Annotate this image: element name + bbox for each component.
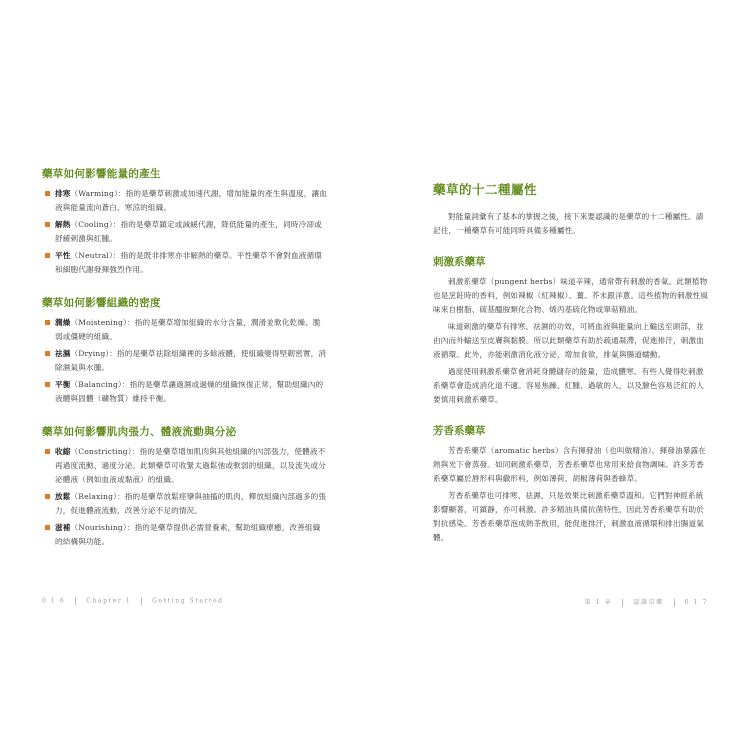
bullet-marker bbox=[45, 253, 50, 258]
list-item bbox=[42, 490, 327, 518]
section-heading: 刺激系藥草 bbox=[433, 256, 486, 268]
definition: （Constricting）：指的是藥草增加肌肉與其他組織的內部張力，使體液不再過度流動、過度分泌。此類藥草可收緊太過鬆弛或軟弱的組織，以及流失或分泌體液（例如血液或黏液）的組織。 bbox=[55, 447, 327, 484]
chapter-title: 認識草藥 bbox=[633, 599, 664, 606]
footer-divider bbox=[75, 597, 76, 605]
page-title: 藥草的十二種屬性 bbox=[433, 182, 538, 197]
term: 排寒 bbox=[55, 189, 71, 198]
section-pungent bbox=[433, 254, 711, 407]
section-heading: 藥草如何影響肌肉張力、體液流動與分泌 bbox=[42, 426, 237, 438]
list-item bbox=[42, 218, 327, 246]
section-heading: 藥草如何影響能量的產生 bbox=[42, 168, 161, 180]
bullet-marker bbox=[45, 382, 50, 387]
term: 平衡 bbox=[55, 380, 71, 389]
bullet-marker bbox=[45, 320, 50, 325]
paragraph: 過度使用刺激系藥草會消耗身體儲存的能量，造成體寒。有些人覺得吃刺激系藥草會造成消化道不適。容易焦躁、紅腫、過敏的人，以及臉色容易泛紅的人要慎用刺激系藥草。 bbox=[433, 367, 705, 404]
section-heading: 藥草如何影響組織的密度 bbox=[42, 297, 161, 309]
term: 放鬆 bbox=[55, 492, 71, 501]
right-footer bbox=[585, 597, 708, 607]
page-number: 0 1 6 bbox=[42, 597, 66, 605]
bullet-marker bbox=[45, 222, 50, 227]
definition: （Moistening）：指的是藥草增加組織的水分含量，潤滑並軟化乾燥、脆弱或僵硬的組織。 bbox=[55, 318, 321, 341]
list-item bbox=[42, 187, 327, 215]
right-page bbox=[375, 0, 750, 750]
definition: （Neutral）：指的是既非排寒亦非解熱的藥草。平性藥草不會對血液循環和細胞代謝發揮強烈作用。 bbox=[55, 251, 322, 274]
definition: （Relaxing）：指的是藥草放鬆痙攣與抽搐的肌肉，釋放組織內部過多的張力，促進體液流動，改善分泌不足的情況。 bbox=[55, 492, 327, 515]
section-aromatic bbox=[433, 423, 711, 545]
section-density bbox=[42, 295, 327, 406]
paragraph: 芳香系藥草（aromatic herbs）含有揮發油（也叫做精油）。揮發油暴露在熱與光下會蒸發。如同刺激系藥草，芳香系藥草也常用來給食物調味。許多芳香系藥草屬於唇形科與繖形科，例如薄荷、胡椒薄荷與香蜂草。 bbox=[433, 446, 707, 483]
list-item bbox=[42, 249, 327, 277]
definition: （Warming）：指的是藥草刺激或加速代謝，增加能量的產生與溫度，讓血液與能量流向蒼白、寒涼的組織。 bbox=[55, 189, 327, 212]
footer-divider bbox=[674, 599, 675, 607]
term: 收縮 bbox=[55, 447, 71, 456]
term: 潤燥 bbox=[55, 318, 71, 327]
list-item bbox=[42, 347, 327, 375]
definition: （Nourishing）：指的是藥草提供必需營養素，幫助組織療癒，改善組織的結構與功能。 bbox=[55, 523, 321, 546]
paragraph: 芳香系藥草也可排寒、祛濕，只是效果比刺激系藥草溫和。它們對神經系統影響顯著，可鎮靜，亦可刺激。許多精油具備抗菌特性，因此芳香系藥草有助於對抗感染。芳香系藥草泡成熱茶飲用，能促進排汗，刺激血液循環和排出腸道氣體。 bbox=[433, 491, 705, 542]
bullet-marker bbox=[45, 351, 50, 356]
bullet-marker bbox=[45, 494, 50, 499]
list-item bbox=[42, 521, 327, 549]
bullet-marker bbox=[45, 525, 50, 530]
left-footer bbox=[42, 597, 224, 605]
paragraph: 味道刺激的藥草有排寒、祛濕的功效，可將血液與能量向上輸送至頭部，並由內而外輸送至皮膚與黏膜。所以此類藥草有助於疏通凝滯，促進排汗，刺激血液循環。此外，亦能刺激消化液分泌，增加食欲，排氣與腸道蠕動。 bbox=[433, 322, 705, 359]
section-energy bbox=[42, 166, 327, 277]
intro-paragraph: 對能量詞彙有了基本的掌握之後，接下來要認識的是藥草的十二種屬性。請記住，一種藥草有可能同時具備多種屬性。 bbox=[433, 212, 704, 235]
footer-divider bbox=[141, 597, 142, 605]
definition: （Drying）：指的是藥草祛除組織裡的多餘液體，使組織變得堅韌密實，消除濕氣與水腫。 bbox=[55, 349, 327, 372]
left-column bbox=[42, 166, 327, 552]
right-column bbox=[433, 180, 711, 548]
list-item bbox=[42, 378, 327, 406]
paragraph: 刺激系藥草（pungent herbs）味道辛辣，通常帶有刺激的香氣。此類植物也是烹飪時的香料，例如辣椒（紅辣椒）、薑、芥末跟洋蔥。這些植物的刺激性風味來自樹脂、硫基醯胺類化合物、烯丙基硫化物或單萜精油。 bbox=[433, 277, 708, 314]
chapter-label: 第 1 章 bbox=[584, 599, 613, 606]
term: 祛濕 bbox=[55, 349, 71, 358]
term: 平性 bbox=[55, 251, 71, 260]
section-heading: 芳香系藥草 bbox=[433, 425, 486, 437]
term: 解熱 bbox=[55, 220, 71, 229]
chapter-label: Chapter 1 bbox=[86, 597, 132, 605]
section-tension bbox=[42, 424, 327, 549]
definition: （Cooling）：指的是藥草鎮定或減緩代謝，降低能量的產生，同時冷卻或舒緩刺激與紅腫。 bbox=[55, 220, 322, 243]
term: 滋補 bbox=[55, 523, 71, 532]
chapter-title: Getting Started bbox=[152, 597, 224, 605]
footer-divider bbox=[622, 599, 623, 607]
definition: （Balancing）：指的是藥草讓過濕或過燥的組織恢復正常，幫助組織內的液體與固體（礦物質）維持平衡。 bbox=[55, 380, 324, 403]
list-item bbox=[42, 445, 327, 487]
list-item bbox=[42, 316, 327, 344]
bullet-marker bbox=[45, 191, 50, 196]
bullet-marker bbox=[45, 449, 50, 454]
page-number: 0 1 7 bbox=[684, 599, 708, 606]
